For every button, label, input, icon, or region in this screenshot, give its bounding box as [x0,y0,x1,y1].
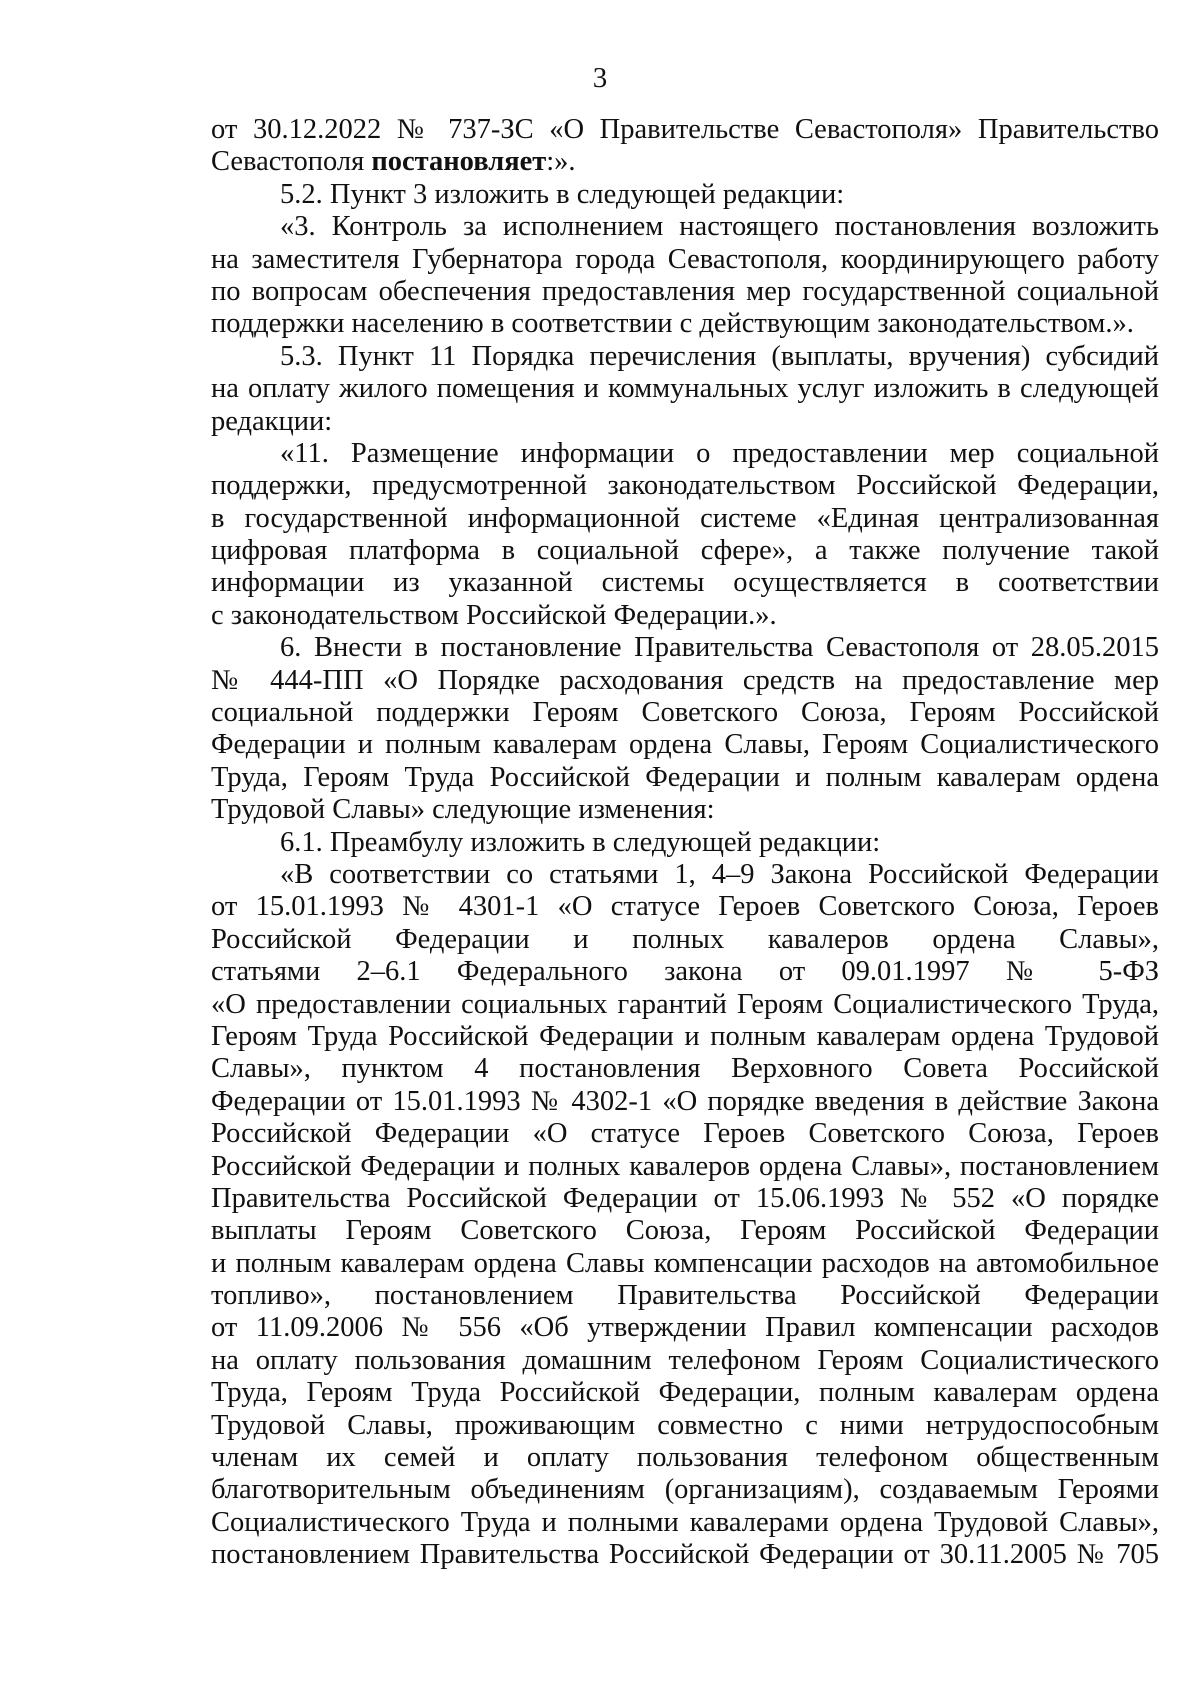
text-line-content: «В соответствии со статьями 1, 4–9 Закона Российской Федерации [280,858,1159,890]
text-line [211,600,1159,632]
text-line [211,729,1159,761]
text-line-content: статьями 2–6.1 Федерального закона от 09.01.1997 № 5-ФЗ [211,956,1159,988]
text-line-content: поддержки, предусмотренной законодательством Российской Федерации, [211,470,1159,502]
text-line-content: поддержки населению в соответствии с действующим законодательством.». [211,308,1134,340]
text-line [211,1312,1159,1344]
text-line-content: 6. Внести в постановление Правительства Севастополя от 28.05.2015 [280,632,1159,664]
text-line-content: информации из указанной системы осуществляется в соответствии [211,567,1159,599]
text-line-content: 6.1. Преамбулу изложить в следующей редакции: [280,826,881,858]
text-line [211,341,1159,373]
text-line [211,1539,1159,1571]
text-line [211,406,1159,438]
text-line [211,438,1159,470]
text-line [211,567,1159,599]
text-line-content: Труда, Героям Труда Российской Федерации, полным кавалерам ордена [211,1377,1159,1409]
text-line-content: от 11.09.2006 № 556 «Об утверждении Правил компенсации расходов [211,1312,1159,1344]
text-line-content: от 15.01.1993 № 4301-1 «О статусе Героев Советского Союза, Героев [211,891,1159,923]
text-line-content: постановлением Правительства Российской Федерации от 30.11.2005 № 705 [211,1539,1159,1571]
text-line [211,1474,1159,1506]
text-line-content: «О предоставлении социальных гарантий Героям Социалистического Труда, [211,988,1159,1020]
text-line [211,1151,1159,1183]
text-line [211,859,1159,891]
text-line [211,665,1159,697]
bold-keyword: постановляет [371,146,547,178]
text-line [211,1442,1159,1474]
text-line [211,1345,1159,1377]
text-line [211,146,1159,178]
text-line [211,308,1159,340]
text-line-content: Российской Федерации и полных кавалеров ордена Славы», [211,923,1159,955]
text-line [211,244,1159,276]
text-line [211,1183,1159,1215]
text-line [211,1021,1159,1053]
text-line-content: Федерации от 15.01.1993 № 4302-1 «О порядке введения в действие Закона [211,1085,1159,1117]
text-line [211,1215,1159,1247]
text-line [211,373,1159,405]
text-line-content: на заместителя Губернатора города Севастополя, координирующего работу [211,243,1159,275]
text-line-content: Севастополя [211,146,372,178]
text-line-content: и полным кавалерам ордена Славы компенсации расходов на автомобильное [211,1247,1159,1279]
text-line [211,697,1159,729]
text-line [211,179,1159,211]
text-line-content: № 444-ПП «О Порядке расходования средств на предоставление мер [211,664,1159,696]
text-line [211,989,1159,1021]
text-line-content: с законодательством Российской Федерации.». [211,599,777,631]
text-line-content: в государственной информационной системе «Единая централизованная [211,502,1159,534]
text-line-content: цифровая платформа в социальной сфере», а также получение такой [211,535,1159,567]
text-line [211,632,1159,664]
text-line [211,1507,1159,1539]
text-line-content: по вопросам обеспечения предоставления мер государственной социальной [211,275,1159,307]
text-line [211,470,1159,502]
text-line-content: социальной поддержки Героям Советского Союза, Героям Российской [211,697,1159,729]
text-line [211,535,1159,567]
text-line [211,114,1159,146]
text-line-content: благотворительным объединениям (организациям), создаваемым Героями [211,1474,1159,1506]
text-line-content: Российской Федерации «О статусе Героев Советского Союза, Героев [211,1118,1159,1150]
text-line [211,211,1159,243]
text-line [211,1118,1159,1150]
text-line [211,1086,1159,1118]
document-body [211,114,1159,1572]
text-line [211,1280,1159,1312]
text-line [211,1410,1159,1442]
text-line [211,1377,1159,1409]
page-number: 3 [592,62,608,94]
text-line-content: 5.3. Пункт 11 Порядка перечисления (выплаты, вручения) субсидий [280,340,1159,372]
text-line-content: «3. Контроль за исполнением настоящего постановления возложить [280,211,1159,243]
text-line [211,827,1159,859]
text-line-content: топливо», постановлением Правительства Российской Федерации [211,1280,1159,1312]
text-line-suffix: :». [546,146,576,178]
text-line [211,956,1159,988]
text-line-content: Федерации и полным кавалерам ордена Славы, Героям Социалистического [211,729,1159,761]
text-line-content: выплаты Героям Советского Союза, Героям Российской Федерации [211,1215,1159,1247]
text-line-content: на оплату жилого помещения и коммунальных услуг изложить в следующей [211,373,1159,405]
text-line-content: редакции: [211,405,333,437]
text-line-content: Правительства Российской Федерации от 15.06.1993 № 552 «О порядке [211,1182,1159,1214]
text-line [211,1248,1159,1280]
text-line-content: «11. Размещение информации о предоставлении мер социальной [280,437,1159,469]
text-line-content: от 30.12.2022 № 737-ЗС «О Правительстве Севастополя» Правительство [211,114,1159,145]
text-line [211,1053,1159,1085]
text-line-content: Трудовой Славы» следующие изменения: [211,794,715,826]
text-line [211,503,1159,535]
text-line-content: на оплату пользования домашним телефоном Героям Социалистического [211,1344,1159,1376]
text-line-content: Труда, Героям Труда Российской Федерации и полным кавалерам ордена [211,761,1159,793]
text-line-content: 5.2. Пункт 3 изложить в следующей редакции: [280,178,845,210]
text-line-content: Трудовой Славы, проживающим совместно с ними нетрудоспособным [211,1409,1159,1441]
text-line [211,924,1159,956]
text-line-content: Героям Труда Российской Федерации и полным кавалерам ордена Трудовой [211,1020,1159,1052]
text-line [211,762,1159,794]
text-line-content: Российской Федерации и полных кавалеров ордена Славы», постановлением [211,1150,1159,1182]
text-line-content: Славы», пунктом 4 постановления Верховного Совета Российской [211,1053,1159,1085]
text-line [211,276,1159,308]
text-line [211,891,1159,923]
text-line-content: членам их семей и оплату пользования телефоном общественным [211,1442,1159,1474]
text-line-content: Социалистического Труда и полными кавалерами ордена Трудовой Славы», [211,1506,1159,1538]
text-line [211,794,1159,826]
